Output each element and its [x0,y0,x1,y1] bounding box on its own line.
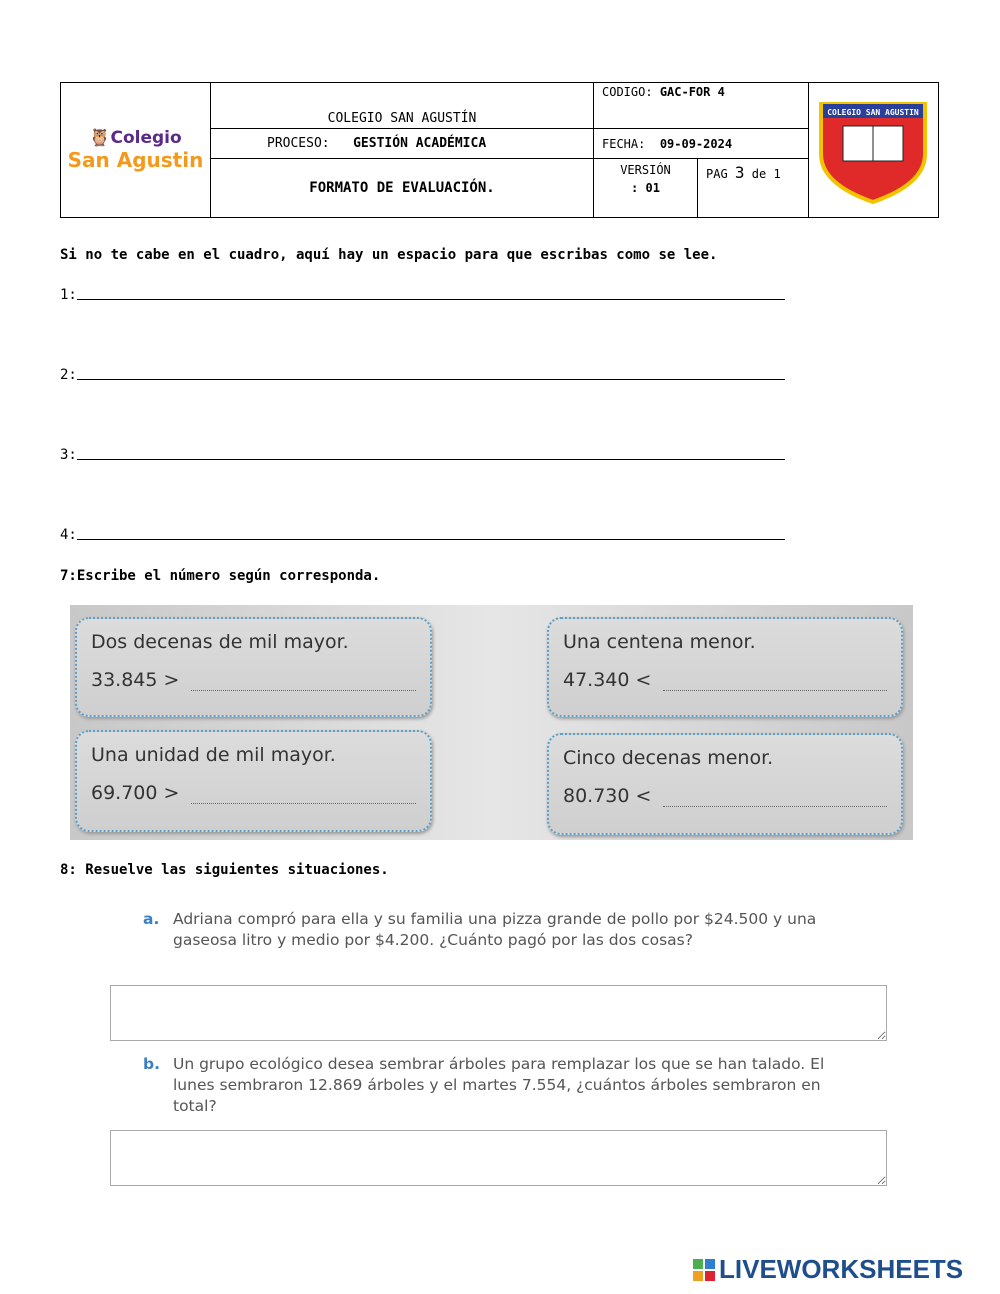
answer-blank[interactable] [663,793,887,807]
card: Una centena menor. 47.340 < [547,617,903,717]
number-cards-panel [70,605,913,840]
page-info: PAG 3 de 1 [698,159,809,218]
problem-a: a. Adriana compró para ella y su familia una pizza grande de pollo por $24.500 y una gaseosa litro y medio por $4.200. ¿Cuánto pagó por las dos cosas? [143,910,817,949]
version: VERSIÓN : 01 [594,159,698,218]
answer-blank[interactable] [191,790,416,804]
q8-title: 8: Resuelve las siguientes situaciones. [60,862,389,878]
formato-title: FORMATO DE EVALUACIÓN. [211,159,594,218]
answer-b-textarea[interactable] [110,1130,887,1186]
card: Una unidad de mil mayor. 69.700 > [75,730,432,832]
school-name: COLEGIO SAN AGUSTÍN [211,83,594,129]
brand-text: LIVEWORKSHEETS [719,1254,964,1284]
fecha: FECHA: 09-09-2024 [594,129,809,159]
owl-icon: 🦉 [89,128,111,148]
logo-text-2: San Agustin [67,148,204,172]
write-line-1[interactable]: 1: [60,287,785,303]
intro-text: Si no te cabe en el cuadro, aquí hay un espacio para que escribas como se lee. [60,247,718,263]
write-line-3[interactable]: 3: [60,447,785,463]
lw-icon [693,1259,715,1281]
codigo: CODIGO: GAC-FOR 4 [594,83,809,129]
q7-title: 7:Escribe el número según corresponda. [60,568,381,584]
answer-blank[interactable] [663,677,887,691]
school-logo [61,83,211,218]
svg-text:COLEGIO SAN AGUSTIN: COLEGIO SAN AGUSTIN [827,107,920,117]
liveworksheets-logo [693,1254,963,1285]
answer-blank[interactable] [191,677,416,691]
card: Cinco decenas menor. 80.730 < [547,733,903,835]
proceso: PROCESO: GESTIÓN ACADÉMICA [211,129,594,159]
logo-text: Colegio [110,128,182,148]
document-header [60,82,939,218]
write-line-2[interactable]: 2: [60,367,785,383]
problem-b: b. Un grupo ecológico desea sembrar árboles para remplazar los que se han talado. El lunes sembraron 12.869 árboles y el martes 7.554, ¿cuántos árboles sembraron en total? [143,1055,825,1115]
write-line-4[interactable]: 4: [60,527,785,543]
answer-a-textarea[interactable] [110,985,887,1041]
school-emblem [808,83,938,218]
card: Dos decenas de mil mayor. 33.845 > [75,617,432,717]
